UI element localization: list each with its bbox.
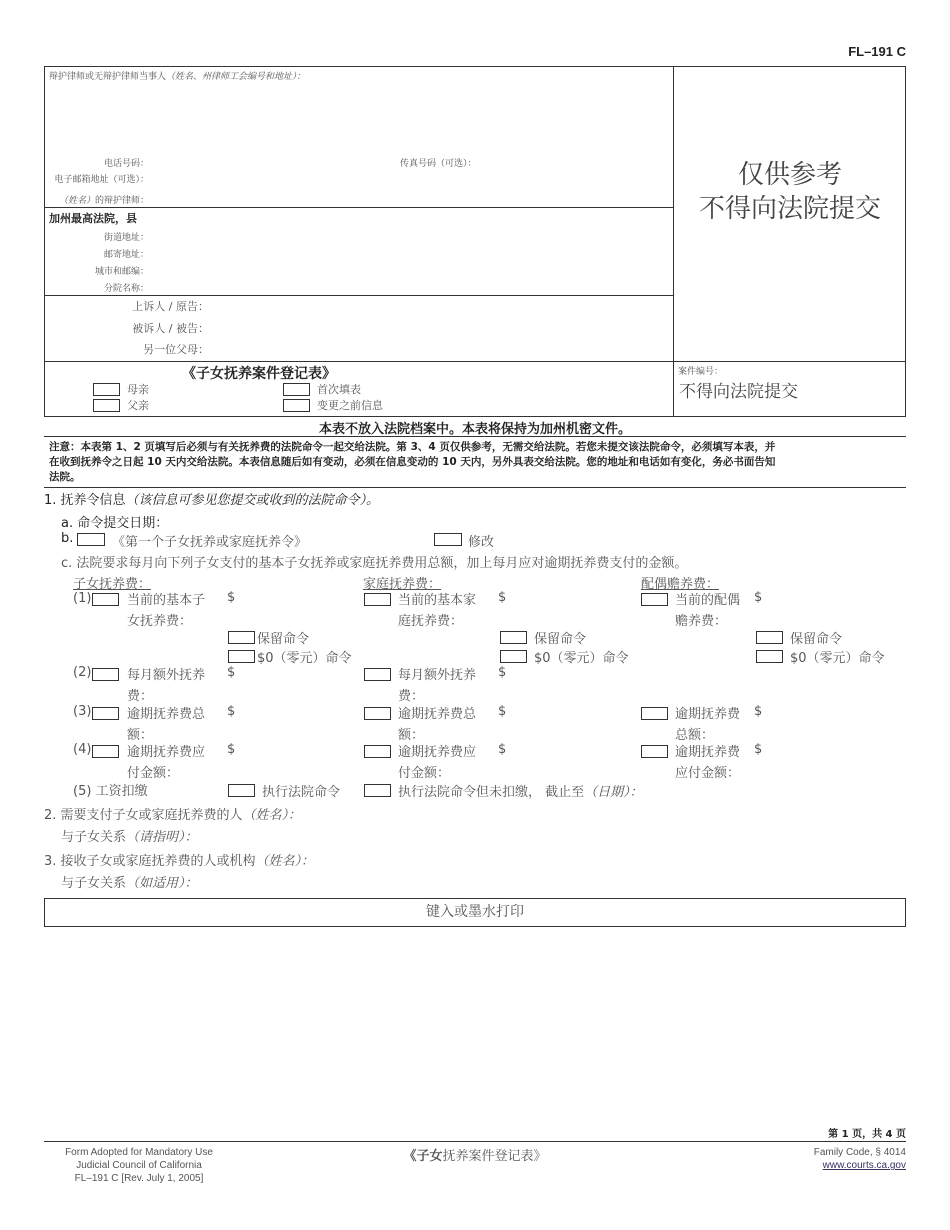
- family-extra-label: 每月额外抚养 费：: [398, 668, 477, 704]
- other-parent-label: 另一位父母：: [143, 343, 209, 356]
- family-current-checkbox[interactable]: [364, 593, 391, 606]
- family-extra-dollar: $: [498, 665, 507, 680]
- first-order-label: 《第一个子女抚养或家庭抚养令》: [112, 535, 308, 550]
- type-or-print-box: 键入或墨水打印: [44, 898, 906, 927]
- modification-checkbox[interactable]: [434, 533, 462, 546]
- child-support-header: 子女抚养费：: [73, 577, 152, 592]
- spousal-reserved-checkbox[interactable]: [756, 631, 783, 644]
- watermark: 仅供参考 不得向法院提交: [698, 160, 881, 224]
- page-number: 第 1 页，共 4 页: [828, 1129, 906, 1140]
- phone-label: 电话号码：: [103, 159, 149, 169]
- row2-number: (2): [73, 665, 92, 680]
- spousal-payment-label: 逾期抚养费 应付金额：: [675, 745, 741, 781]
- item1a-label: a. 命令提交日期：: [61, 516, 169, 531]
- row1-number: (1): [73, 591, 92, 606]
- modification-label: 修改: [468, 535, 495, 550]
- court-title: 加州最高法院，县: [49, 212, 137, 225]
- family-payment-checkbox[interactable]: [364, 745, 391, 758]
- child-extra-dollar: $: [227, 665, 236, 680]
- first-filing-checkbox[interactable]: [283, 383, 310, 396]
- child-arrears-dollar: $: [227, 704, 236, 719]
- spousal-reserved-label: 保留命令: [790, 632, 843, 647]
- petitioner-label: 上诉人 / 原告：: [132, 300, 209, 313]
- child-current-label: 当前的基本子 女抚养费：: [127, 593, 206, 629]
- city-zip-label: 城市和邮编：: [94, 267, 149, 277]
- confidential-notice: 本表不放入法院档案中。本表将保持为加州机密文件。: [318, 422, 631, 437]
- father-checkbox[interactable]: [93, 399, 120, 412]
- child-zero-checkbox[interactable]: [228, 650, 255, 663]
- wage-ordered-label: 执行法院命令: [262, 785, 341, 800]
- family-extra-checkbox[interactable]: [364, 668, 391, 681]
- child-extra-label: 每月额外抚养 费：: [127, 668, 206, 704]
- child-arrears-label: 逾期抚养费总 额：: [127, 707, 206, 743]
- family-payment-label: 逾期抚养费应 付金额：: [398, 745, 477, 781]
- row3-number: (3): [73, 704, 92, 719]
- form-id: FL–191 C: [848, 44, 906, 59]
- footer-title: 《子女抚养案件登记表》: [403, 1149, 547, 1164]
- notice-text: 注意：本表第 1、2 页填写后必须与有关抚养费的法院命令一起交给法院。第 3、4 页仅供参考，无需交给法院。若您未提交该法院命令，必须填写本表，并 在收到抚养令之日起 10 天内交给法院。本表信息随后如有变动，必须在信息变动的 10 天内，另外具表交给法院。您的地址和电话如有变化，务必书面告知 法院。: [49, 441, 776, 483]
- branch-label: 分院名称：: [103, 284, 149, 294]
- courts-link[interactable]: www.courts.ca.gov: [822, 1160, 906, 1171]
- row5-label: (5) 工资扣缴: [73, 784, 148, 799]
- child-payment-checkbox[interactable]: [92, 745, 119, 758]
- spousal-zero-label: $0（零元）命令: [790, 651, 885, 666]
- mailing-label: 邮寄地址：: [103, 250, 149, 260]
- family-current-label: 当前的基本家 庭抚养费：: [398, 593, 477, 629]
- child-reserved-label: 保留命令: [257, 632, 310, 647]
- family-reserved-checkbox[interactable]: [500, 631, 527, 644]
- child-payment-label: 逾期抚养费应 付金额：: [127, 745, 206, 781]
- child-current-checkbox[interactable]: [92, 593, 119, 606]
- email-label: 电子邮箱地址（可选）：: [54, 175, 149, 185]
- spousal-arrears-dollar: $: [754, 704, 763, 719]
- change-info-checkbox[interactable]: [283, 399, 310, 412]
- item2-relation: 与子女关系（请指明）：: [61, 830, 198, 845]
- father-label: 父亲: [127, 399, 149, 412]
- mother-checkbox[interactable]: [93, 383, 120, 396]
- item1c-label: c. 法院要求每月向下列子女支付的基本子女抚养或家庭抚养费用总额，加上每月应对逾期抚养费支付的金额。: [61, 556, 688, 571]
- item2-label: 2. 需要支付子女或家庭抚养费的人（姓名）：: [44, 808, 302, 823]
- street-label: 街道地址：: [103, 233, 149, 243]
- family-reserved-label: 保留命令: [534, 632, 587, 647]
- spousal-current-label: 当前的配偶 赡养费：: [675, 593, 741, 629]
- attorney-header: 辩护律师或无辩护律师当事人（姓名、州律师工会编号和地址）：: [49, 72, 306, 82]
- case-number-label: 案件编号：: [678, 367, 724, 377]
- item3-relation: 与子女关系（如适用）：: [61, 876, 198, 891]
- family-support-header: 家庭抚养费：: [363, 577, 442, 592]
- child-current-dollar: $: [227, 590, 236, 605]
- case-number-value: 不得向法院提交: [679, 382, 798, 402]
- spousal-payment-checkbox[interactable]: [641, 745, 668, 758]
- item3-label: 3. 接收子女或家庭抚养费的人或机构（姓名）：: [44, 854, 315, 869]
- spousal-arrears-label: 逾期抚养费 总额：: [675, 707, 741, 743]
- child-extra-checkbox[interactable]: [92, 668, 119, 681]
- item1-label: 1. 抚养令信息（该信息可参见您提交或收到的法院命令）。: [44, 493, 380, 508]
- family-zero-checkbox[interactable]: [500, 650, 527, 663]
- respondent-label: 被诉人 / 被告：: [132, 322, 209, 335]
- child-reserved-checkbox[interactable]: [228, 631, 255, 644]
- family-payment-dollar: $: [498, 742, 507, 757]
- family-arrears-dollar: $: [498, 704, 507, 719]
- form-title: 《子女抚养案件登记表》: [182, 366, 336, 382]
- first-order-checkbox[interactable]: [77, 533, 105, 546]
- family-zero-label: $0（零元）命令: [534, 651, 629, 666]
- spousal-current-dollar: $: [754, 590, 763, 605]
- mother-label: 母亲: [127, 383, 149, 396]
- footer-code: Family Code, § 4014 www.courts.ca.gov: [813, 1147, 906, 1171]
- attorney-for-label: （姓名）的辩护律师：: [58, 196, 149, 206]
- fax-label: 传真号码（可选）：: [400, 159, 477, 169]
- family-arrears-checkbox[interactable]: [364, 707, 391, 720]
- wage-ordered-checkbox[interactable]: [228, 784, 255, 797]
- spousal-support-header: 配偶赡养费：: [641, 577, 720, 592]
- family-current-dollar: $: [498, 590, 507, 605]
- family-arrears-label: 逾期抚养费总 额：: [398, 707, 477, 743]
- adopted-info: Form Adopted for Mandatory Use Judicial Council of California FL–191 C [Rev. July 1, 2005]: [65, 1147, 213, 1184]
- spousal-zero-checkbox[interactable]: [756, 650, 783, 663]
- wage-not-checkbox[interactable]: [364, 784, 391, 797]
- wage-not-label: 执行法院命令但未扣缴， 截止至（日期）：: [398, 785, 643, 800]
- child-arrears-checkbox[interactable]: [92, 707, 119, 720]
- item1b-prefix: b.: [61, 531, 74, 546]
- spousal-payment-dollar: $: [754, 742, 763, 757]
- spousal-arrears-checkbox[interactable]: [641, 707, 668, 720]
- spousal-current-checkbox[interactable]: [641, 593, 668, 606]
- child-payment-dollar: $: [227, 742, 236, 757]
- change-info-label: 变更之前信息: [317, 399, 383, 412]
- child-zero-label: $0（零元）命令: [257, 651, 352, 666]
- first-filing-label: 首次填表: [317, 383, 361, 396]
- row4-number: (4): [73, 742, 92, 757]
